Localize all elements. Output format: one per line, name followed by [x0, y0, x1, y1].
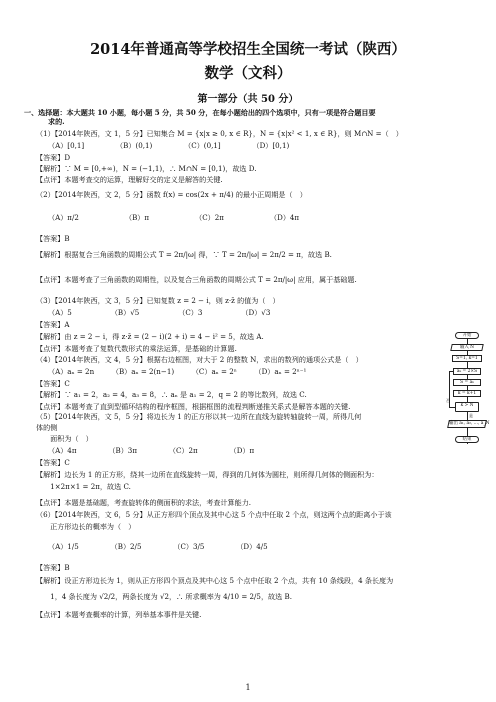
q1-analysis: 【解析】∵ M = [0,+∞)，N = (−1,1)，∴ M∩N = [0,1)，故选 D. — [36, 164, 257, 173]
q6-stem-cont: 正方形边长的概率为（ ） — [36, 522, 136, 531]
flowchart-output-label: 输出 a₁, a₂, …, a_N — [449, 421, 490, 426]
q6-options: （A）1/5 （B）2/5 （C）3/5 （D）4/5 — [48, 542, 268, 551]
q5-comment: 【点评】本题是基础题，考查旋转体的侧面积的求法，考查计算能力. — [36, 498, 252, 507]
exam-subtitle: 数学（文科） — [204, 65, 292, 82]
q1-comment: 【点评】本题考查交的运算，理解好交的定义是解答的关键. — [36, 175, 223, 184]
q3-stem: （3）【2014年陕西，文 3，5 分】已知复数 z = 2 − i，则 z·z̄ 的值为（ ） — [36, 296, 280, 305]
q3-analysis: 【解析】由 z = 2 − i，得 z·z̄ = (2 − i)(2 + i) = 4 − i² = 5，故选 A. — [36, 332, 264, 341]
flowchart-loop-line-h — [449, 407, 455, 408]
q4-analysis: 【解析】∵ a₁ = 2，a₂ = 4，a₃ = 8，∴ aₙ 是 a₁ = 2，q = 2 的等比数列，故选 C. — [36, 390, 307, 399]
q3-comment: 【点评】本题考查了复数代数形式的乘法运算，是基础的计算题. — [36, 344, 237, 353]
q3-answer: 【答案】A — [36, 320, 70, 329]
flowchart-step2: S = aₖ — [453, 379, 481, 386]
section-header: 一、选择题：本大题共 10 小题，每小题 5 分，共 50 分，在每小题给出的四个选项中，只有一项是符合题目要 — [24, 108, 376, 117]
flowchart-end: 结束 — [455, 436, 479, 443]
q6-comment: 【点评】本题考查概率的计算，列举基本事件是关键. — [36, 610, 202, 619]
q4-stem: （4）【2014年陕西，文 4，5 分】根据右边框图，对大于 2 的整数 N，求出的数列的通项公式是（ ） — [36, 355, 363, 364]
q5-stem-cont2: 面积为（ ） — [36, 434, 93, 443]
q1-stem: （1）【2014年陕西，文 1，5 分】已知集合 M = {x|x ≥ 0, x ∈ R}，N = {x|x² < 1, x ∈ R}，则 M∩N =（ ） — [36, 129, 403, 138]
flowchart-input-label: 输入 N — [459, 345, 475, 350]
q5-options: （A）4π （B）3π （C）2π （D）π — [48, 446, 255, 455]
flowchart-input — [450, 344, 483, 351]
flowchart — [446, 332, 490, 454]
flowchart-start: 开始 — [455, 332, 479, 339]
q3-options: （A）5 （B）√5 （C）3 （D）√3 — [48, 308, 271, 317]
flowchart-no-label: 否 — [446, 398, 450, 403]
section-header-cont: 求的. — [48, 117, 65, 126]
flowchart-yes-label: 是 — [469, 413, 473, 418]
flowchart-step3: k = k+1 — [453, 390, 481, 397]
q6-answer: 【答案】B — [36, 563, 70, 572]
flowchart-condition: k > N — [455, 402, 479, 412]
flowchart-loop-line-top — [449, 371, 453, 372]
q2-options: （A）π/2 （B）π （C）2π （D）4π — [48, 213, 300, 222]
page-number: 1 — [245, 683, 251, 692]
exam-title: 2014年普通高等学校招生全国统一考试（陕西） — [90, 41, 406, 58]
q5-stem: （5）【2014年陕西，文 5，5 分】将边长为 1 的正方形以其一边所在直线为旋转轴旋转一周，所得几何 — [36, 412, 362, 421]
q4-answer: 【答案】C — [36, 379, 70, 388]
q2-stem: （2）【2014年陕西，文 2，5 分】函数 f(x) = cos(2x + π/4) 的最小正周期是（ ） — [36, 190, 307, 199]
flowchart-init: S=1, k=1 — [452, 355, 482, 362]
q5-analysis: 【解析】边长为 1 的正方形，绕其一边所在直线旋转一周，得到的几何体为圆柱，则所得几何体的侧面积为： — [36, 470, 379, 479]
q6-analysis: 【解析】设正方形边长为 1，则从正方形四个顶点及其中心这 5 个点中任取 2 个点，共有 10 条线段，4 条长度为 — [36, 576, 394, 585]
q1-options: （A）[0,1] （B）(0,1) （C）(0,1] （D）[0,1) — [48, 141, 290, 150]
q6-stem: （6）【2014年陕西，文 6，5 分】从正方形四个顶点及其中心这 5 个点中任取 2 个点，则这两个点的距离小于该 — [36, 510, 392, 519]
q5-analysis-cont: 1×2π×1 = 2π，故选 C. — [36, 482, 131, 491]
q1-answer: 【答案】D — [36, 153, 71, 162]
q2-answer: 【答案】B — [36, 234, 70, 243]
q4-options: （A）aₙ = 2n （B）aₙ = 2(n−1) （C）aₙ = 2ⁿ （D）aₙ = 2ⁿ⁻¹ — [48, 367, 307, 376]
q6-analysis-cont: 1，4 条长度为 √2/2，两条长度为 √2，∴ 所求概率为 4/10 = 2/5，故选 B. — [36, 592, 292, 601]
flowchart-step1: aₖ = 2×S — [453, 368, 481, 375]
q5-answer: 【答案】C — [36, 458, 70, 467]
flowchart-output — [447, 420, 490, 428]
q2-analysis: 【解析】根据复合三角函数的周期公式 T = 2π/|ω| 得，∵ T = 2π/|ω| = 2π/2 = π，故选 B. — [36, 250, 332, 259]
q2-comment: 【点评】本题考查了三角函数的周期性，以及复合三角函数的周期公式 T = 2π/|ω| 应用，属于基础题. — [36, 275, 357, 284]
q5-stem-cont: 体的侧 — [36, 423, 58, 432]
q4-comment: 【点评】本题考查了直到型循环结构的程序框图，根据框图的流程判断递推关系式是解答本题的关键. — [36, 402, 351, 411]
part-title: 第一部分（共 50 分） — [197, 94, 299, 105]
